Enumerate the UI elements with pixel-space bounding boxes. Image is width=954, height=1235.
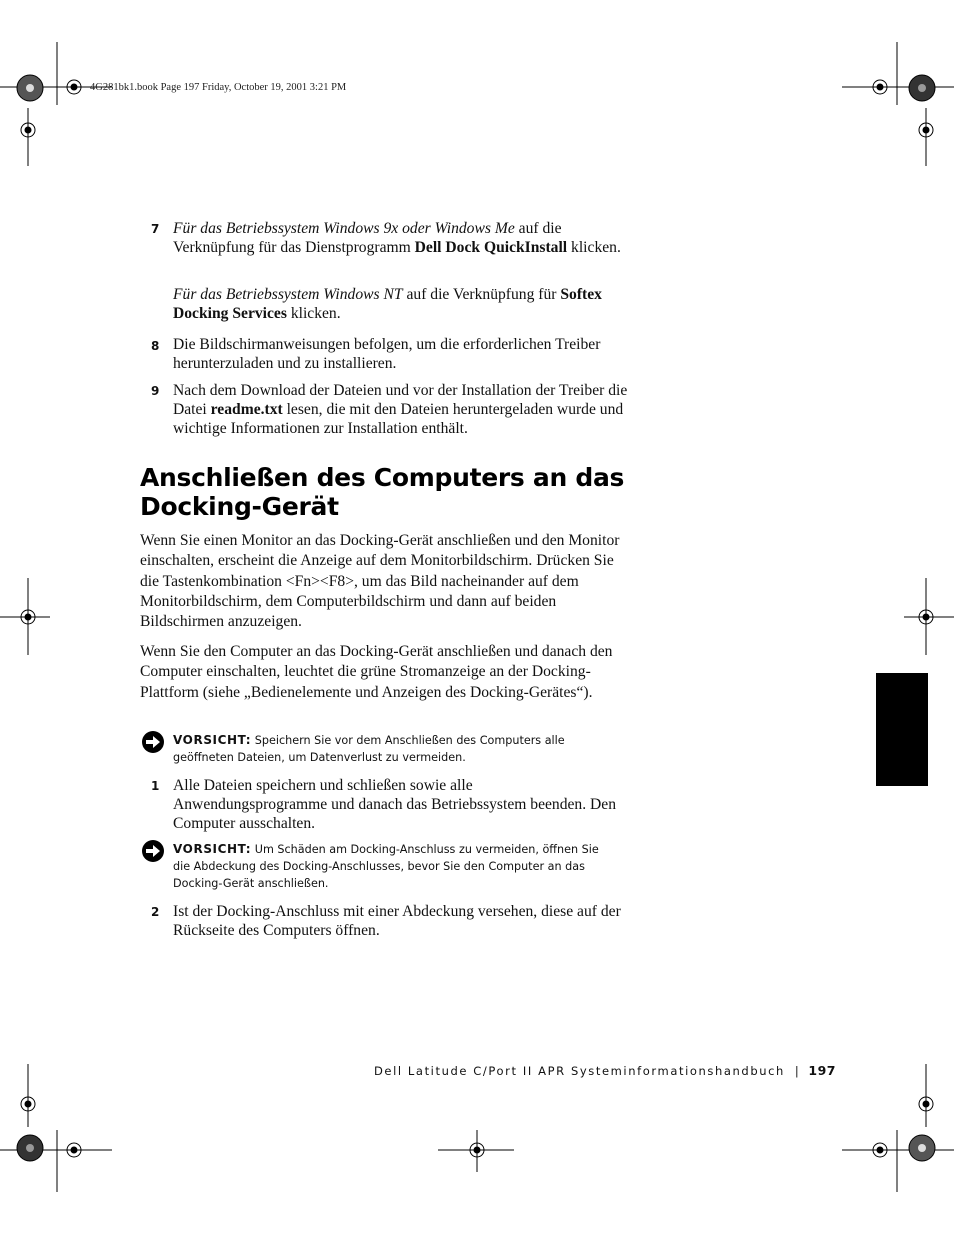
step-number: 2 <box>151 905 160 919</box>
caution-text: Speichern Sie vor dem Anschließen des Computers alle geöffneten Dateien, um Datenverlust zu vermeiden. <box>173 734 565 764</box>
caution-text: Um Schäden am Docking-Anschluss zu vermeiden, öffnen Sie die Abdeckung des Docking-Anschlusses, bevor Sie den Computer an das Docking-Gerät anschließen. <box>173 843 599 890</box>
step-7-paragraph-2 <box>173 285 628 323</box>
program-name-bold: Softex Docking Services <box>173 286 602 323</box>
caution-note-2 <box>173 841 613 892</box>
step-number: 8 <box>151 339 160 353</box>
os-name-italic: Für das Betriebssystem Windows 9x oder Windows Me <box>173 220 515 237</box>
step-8-text: Die Bildschirmanweisungen befolgen, um die erforderlichen Treiber herunterzuladen und zu installieren. <box>173 336 601 373</box>
footer-title: Dell Latitude C/Port II APR Systeminformationshandbuch <box>373 1064 785 1078</box>
print-header-info: 4G281bk1.book Page 197 Friday, October 19, 2001 3:21 PM <box>90 82 347 93</box>
page-number: 197 <box>808 1063 836 1078</box>
caution-note-1 <box>173 732 613 766</box>
body-paragraph-1: Wenn Sie einen Monitor an das Docking-Gerät anschließen und den Monitor einschalten, erscheint die Anzeige auf dem Monitorbildschirm. Drücken Sie die Tastenkombination <Fn><F8>, um das Bild nacheinander auf dem Monitorbildschirm, dem Computerbildschirm und dann auf beiden Bildschirmen anzuzeigen. <box>140 532 620 631</box>
step-text: auf die Verknüpfung für das Dienstprogramm <box>173 220 562 257</box>
step-text: Nach dem Download der Dateien und vor der Installation der Treiber die Datei <box>173 382 628 419</box>
caution-arrow-icon <box>141 730 165 754</box>
step-7-paragraph-1 <box>173 219 628 257</box>
filename-bold: readme.txt <box>210 401 283 419</box>
step-text: auf die Verknüpfung für <box>402 286 561 303</box>
step-text: klicken. <box>286 305 341 323</box>
step-number: 9 <box>151 384 160 398</box>
page-footer <box>300 1063 836 1078</box>
step-text: lesen, die mit den Dateien heruntergeladen wurde und wichtige Informationen zur Installation enthält. <box>173 401 624 438</box>
caution-arrow-icon <box>141 839 165 863</box>
chapter-thumb-tab <box>876 673 928 786</box>
step-2-text: Ist der Docking-Anschluss mit einer Abdeckung versehen, diese auf der Rückseite des Computers öffnen. <box>173 903 621 940</box>
caution-label: VORSICHT: <box>173 842 252 856</box>
os-name-italic: Für das Betriebssystem Windows NT <box>173 286 403 303</box>
step-number: 7 <box>151 222 160 236</box>
step-1-text: Alle Dateien speichern und schließen sowie alle Anwendungsprogramme und danach das Betriebssystem beenden. Den Computer ausschalten. <box>173 777 617 833</box>
footer-separator: | <box>794 1064 801 1078</box>
program-name-bold: Dell Dock QuickInstall <box>414 239 568 257</box>
step-9-text <box>173 381 628 439</box>
step-number: 1 <box>151 779 160 793</box>
step-text: klicken. <box>567 239 621 257</box>
caution-label: VORSICHT: <box>173 733 252 747</box>
body-paragraph-2: Wenn Sie den Computer an das Docking-Gerät anschließen und danach den Computer einschalten, leuchtet die grüne Stromanzeige an der Docking-Plattform (siehe „Bedienelemente und Anzeigen des Docking-Gerätes“). <box>140 643 613 701</box>
section-heading: Anschließen des Computers an das Docking-Gerät <box>140 463 625 521</box>
